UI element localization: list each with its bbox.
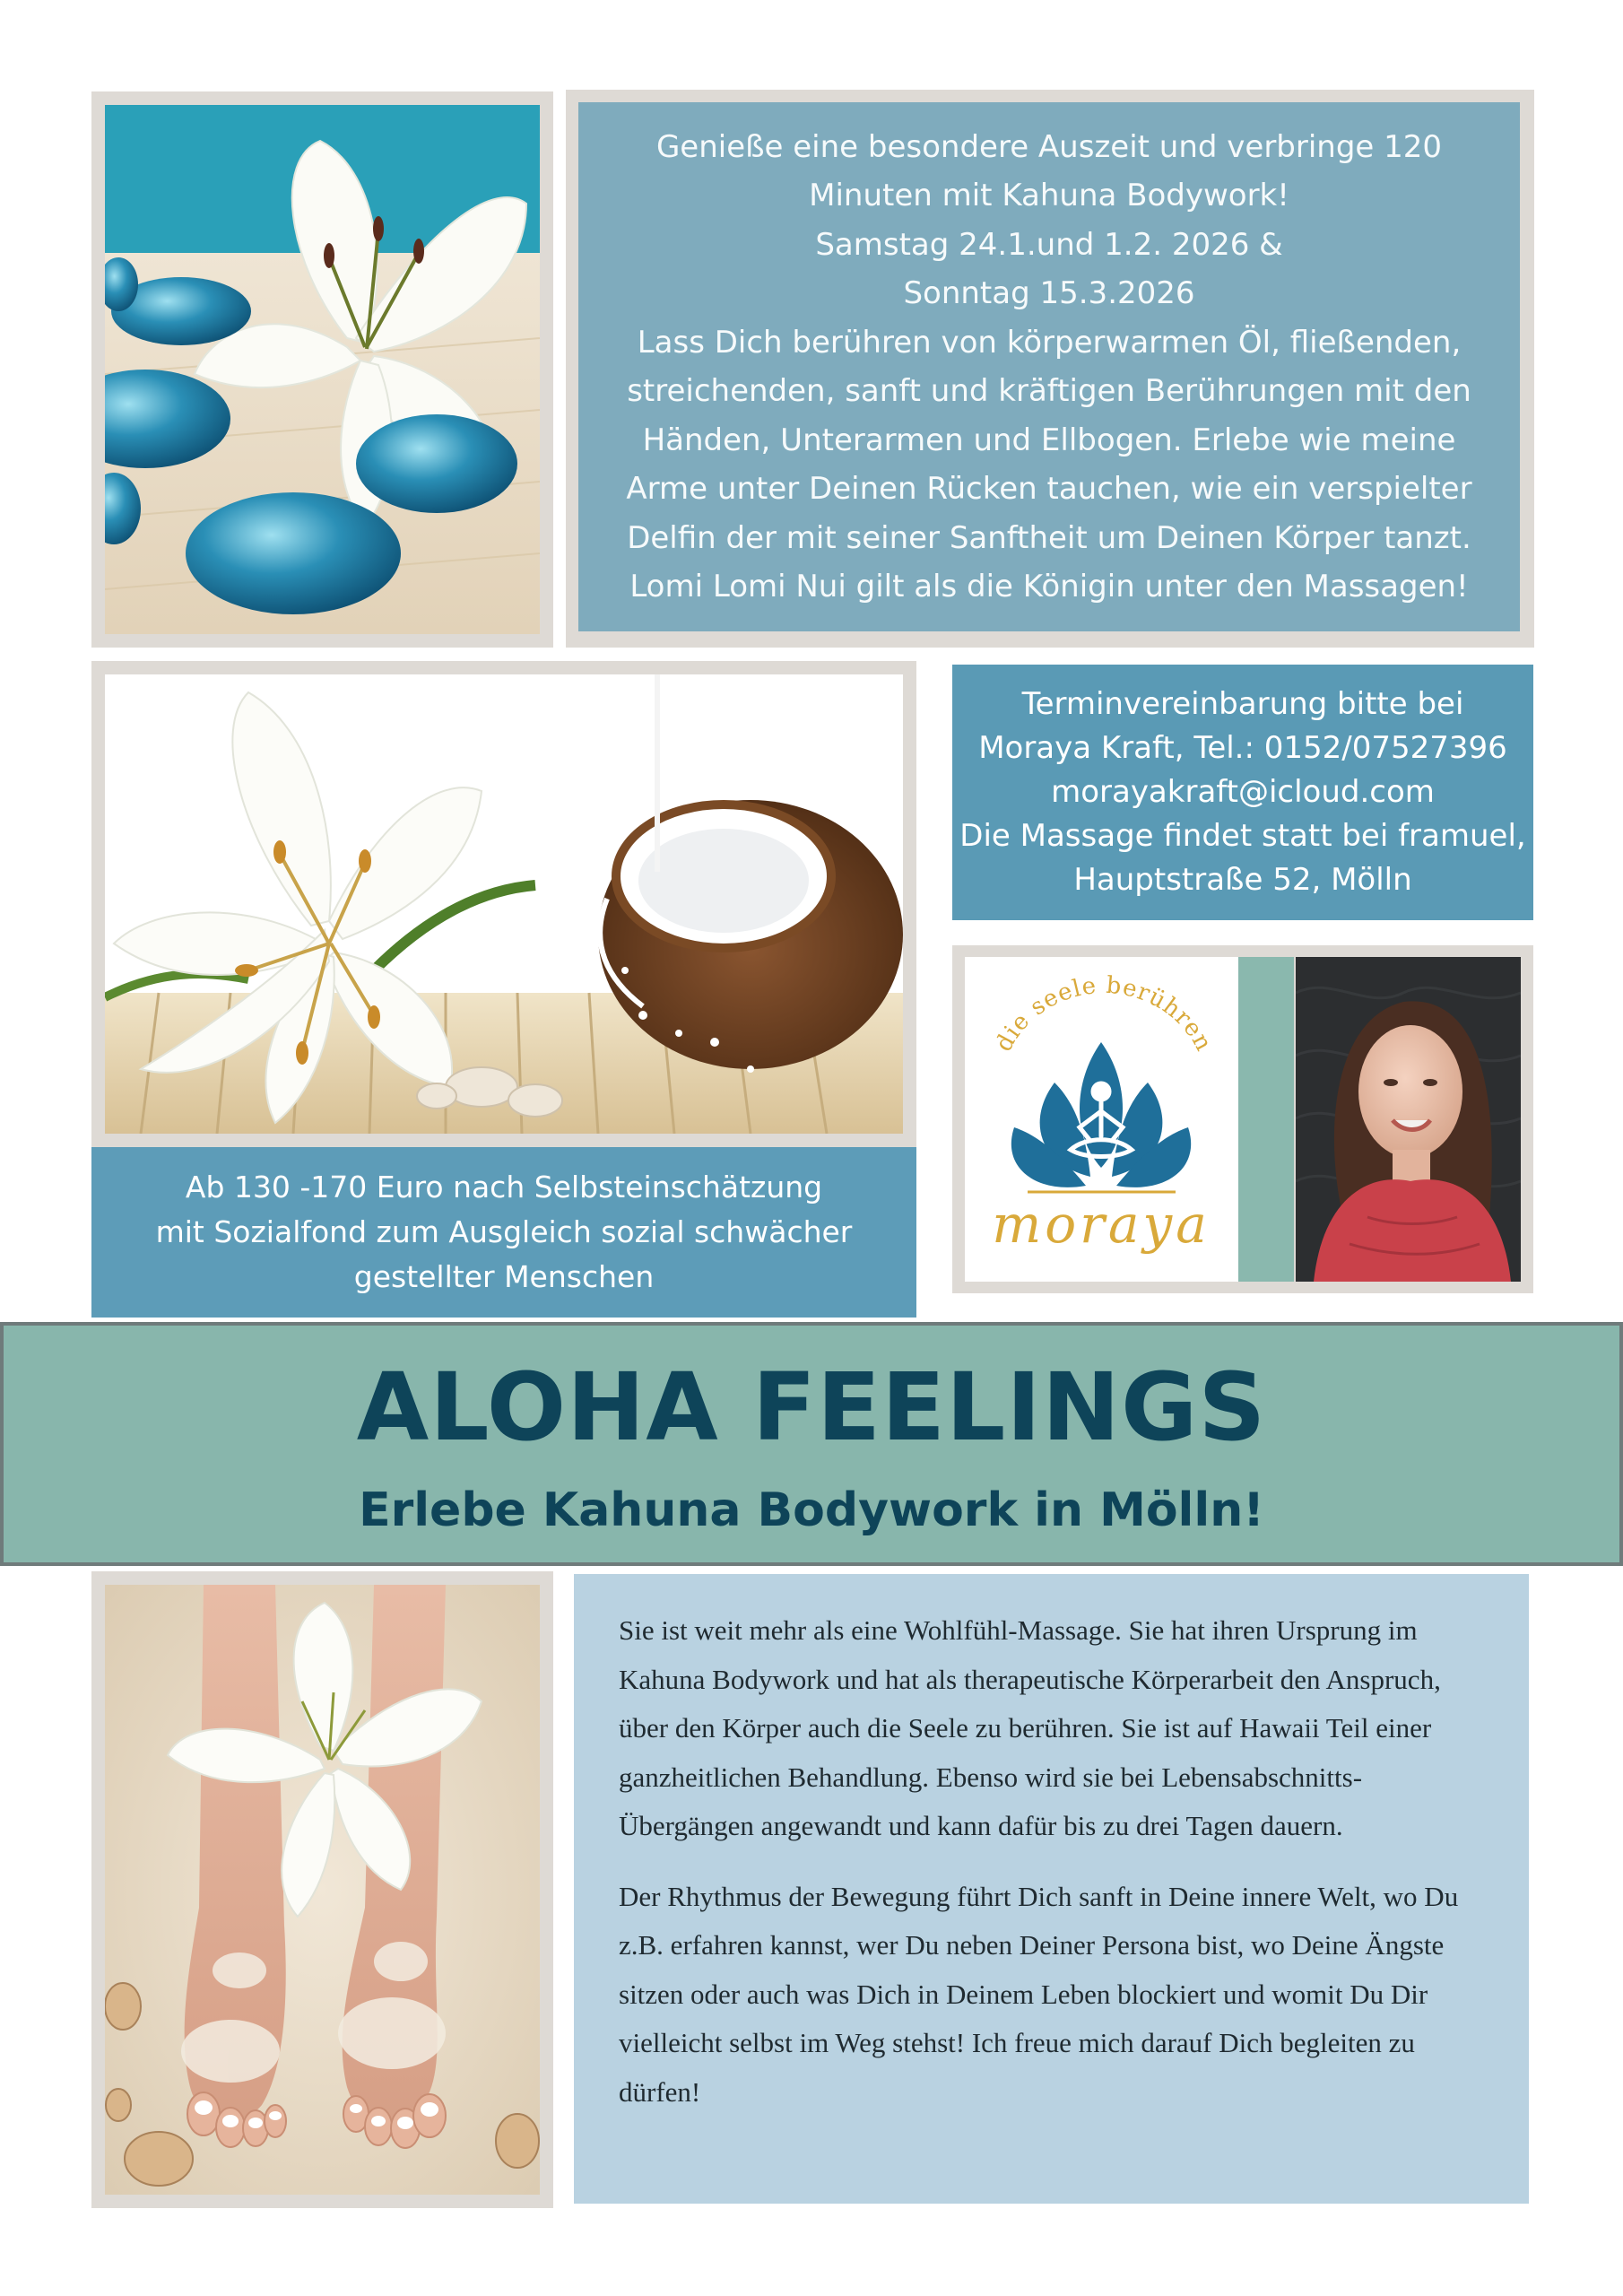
price-line: mit Sozialfond zum Ausgleich sozial schwächer [155, 1214, 853, 1249]
contact-line: Die Massage findet statt bei framuel, [959, 818, 1526, 854]
lily-coconut-image [105, 674, 903, 1134]
description-panel [574, 1574, 1529, 2204]
contact-line: Terminvereinbarung bitte bei [1021, 686, 1464, 722]
intro-line: Delfin der mit seiner Sanftheit um Deinen Körper tanzt. [627, 519, 1471, 556]
lily-stones-image [105, 105, 540, 634]
intro-line: Genieße eine besondere Auszeit und verbringe 120 [655, 128, 1443, 165]
intro-text-panel [578, 102, 1520, 631]
logo-portrait-frame [952, 945, 1533, 1293]
contact-line: Hauptstraße 52, Mölln [1073, 862, 1412, 898]
intro-line: Lass Dich berühren von körperwarmen Öl, fließenden, [637, 324, 1462, 361]
moraya-logo [965, 957, 1238, 1282]
price-line: gestellter Menschen [353, 1259, 655, 1294]
photo-lily-coconut [91, 661, 916, 1147]
feet-sand-image [105, 1585, 540, 2195]
intro-line: streichenden, sanft und kräftigen Berührungen mit den [627, 373, 1471, 409]
contact-line: Moraya Kraft, Tel.: 0152/07527396 [978, 730, 1507, 766]
subtitle: Erlebe Kahuna Bodywork in Mölln! [359, 1483, 1264, 1537]
price-panel [91, 1147, 916, 1318]
description-paragraph: Der Rhythmus der Bewegung führt Dich sanft in Deine innere Welt, wo Du z.B. erfahren kannst, wer Du neben Deiner Persona bist, wo Deine Ängste sitzen oder auch was Dich in Deinem Leben blockiert und womit Du Dir vielleicht selbst im Weg stehst! Ich freue mich darauf Dich begleiten zu dürfen! [619, 1880, 1459, 2108]
logo-arc-text: die seele berühren [990, 971, 1218, 1057]
intro-line: Samstag 24.1.und 1.2. 2026 & [815, 226, 1283, 263]
intro-line: Händen, Unterarmen und Ellbogen. Erlebe wie meine [642, 422, 1456, 458]
price-line: Ab 130 -170 Euro nach Selbsteinschätzung [185, 1170, 823, 1205]
description-paragraph: Sie ist weit mehr als eine Wohlfühl-Massage. Sie hat ihren Ursprung im Kahuna Bodywork und hat als therapeutische Körperarbeit den Anspruch, über den Körper auch die Seele zu berühren. Sie ist auf Hawaii Teil einer ganzheitlichen Behandlung. Ebenso wird sie bei Lebensabschnitts-Übergängen angewandt und kann dafür bis zu drei Tagen dauern. [619, 1614, 1441, 1841]
portrait-photo [1296, 957, 1521, 1282]
teal-divider [1238, 957, 1294, 1282]
intro-line: Sonntag 15.3.2026 [903, 275, 1195, 311]
contact-panel [952, 665, 1533, 920]
intro-line: Arme unter Deinen Rücken tauchen, wie ein verspielter [626, 471, 1472, 507]
intro-line: Minuten mit Kahuna Bodywork! [809, 178, 1289, 213]
logo-word: moraya [992, 1194, 1211, 1255]
contact-email[interactable]: morayakraft@icloud.com [1051, 774, 1435, 810]
title-band [0, 1322, 1623, 1566]
photo-lily-stones [91, 91, 553, 648]
intro-line: Lomi Lomi Nui gilt als die Königin unter den Massagen! [629, 569, 1469, 604]
main-title: ALOHA FEELINGS [356, 1352, 1267, 1462]
photo-feet-sand [91, 1571, 553, 2208]
